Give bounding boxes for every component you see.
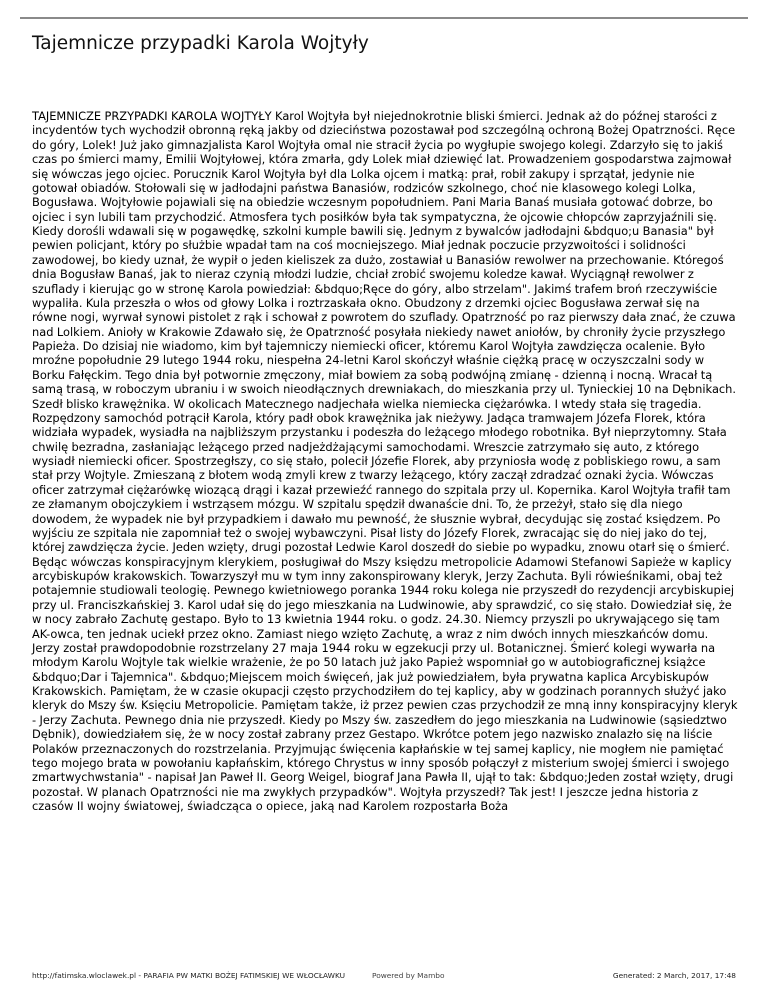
footer-source-url[interactable]: http://fatimska.wloclawek.pl - PARAFIA PW MATKI BOŻEJ FATIMSKIEJ WE WŁOCŁAWKU — [32, 971, 346, 980]
page-footer — [32, 971, 736, 983]
article-body: TAJEMNICZE PRZYPADKI KAROLA WOJTYŁY Karol Wojtyła był niejednokrotnie bliski śmierci. Jednak aż do późnej starości z incydentów tych wychodził obronną ręką jakby od dzieciństwa pozostawał pod szczególną ochroną Bożej Opatrzności. Ręce do góry, Lolek! Już jako gimnazjalista Karol Wojtyła omal nie stracił życia po wygłupie swojego kolegi. Zdarzyło się to jakiś czas po śmierci mamy, Emilii Wojtyłowej, która zmarła, gdy Lolek miał dziewięć lat. Prowadzeniem gospodarstwa zajmował się wówczas jego ojciec. Porucznik Karol Wojtyła był dla Lolka ojcem i matką: prał, robił zakupy i sprzątał, jedynie nie gotował obiadów. Stołowali się w jadłodajni państwa Banasiów, rodziców szkolnego, choć nie klasowego kolegi Lolka, Bogusława. Wojtyłowie pojawiali się na obiedzie wczesnym popołudniem. Pani Maria Banaś musiała gotować dobrze, bo ojciec i syn lubili tam przychodzić. Atmosfera tych posiłków była tak sympatyczna, że ojcowie chłopców zaprzyjaźnili się. Kiedy dorośli wdawali się w pogawędkę, szkolni kumple bawili się. Jednym z bywalców jadłodajni &bdquo;u Banasia" był pewien policjant, który po służbie wpadał tam na coś mocniejszego. Miał jednak poczucie przyzwoitości i solidności zawodowej, bo kiedy uznał, że wypił o jeden kieliszek za dużo, zostawiał u Banasiów rewolwer na przechowanie. Któregoś dnia Bogusław Banaś, jak to nieraz czynią młodzi ludzie, chciał zrobić swojemu koledze kawał. Wyciągnął rewolwer z szuflady i kierując go w stronę Karola powiedział: &bdquo;Ręce do góry, albo strzelam". Jakimś trafem broń rzeczywiście wypaliła. Kula przeszła o włos od głowy Lolka i roztrzaskała okno. Obudzony z drzemki ojciec Bogusława zerwał się na równe nogi, wyrwał synowi pistolet z rąk i schował z powrotem do szuflady. Opatrzność po raz pierwszy dała znać, że czuwa nad Lolkiem. Anioły w Krakowie Zdawało się, że Opatrzność posyłała niekiedy nawet aniołów, by chroniły życie przyszłego Papieża. Do dzisiaj nie wiadomo, kim był tajemniczy niemiecki oficer, któremu Karol Wojtyła zawdzięcza ocalenie. Było mroźne popołudnie 29 lutego 1944 roku, niespełna 24-letni Karol skończył właśnie ciężką pracę w oczyszczalni sody w Borku Fałęckim. Tego dnia był potwornie zmęczony, miał bowiem za sobą podwójną zmianę - dzienną i nocną. Wracał tą samą trasą, w roboczym ubraniu i w swoich nieodłącznych drewniakach, do mieszkania przy ul. Tynieckiej 10 na Dębnikach. Szedł blisko krawężnika. W okolicach Matecznego nadjechała wielka niemiecka ciężarówka. I wtedy stała się tragedia. Rozpędzony samochód potrącił Karola, który padł obok krawężnika jak nieżywy. Jadąca tramwajem Józefa Florek, która widziała wypadek, wysiadła na najbliższym przystanku i podeszła do leżącego młodego robotnika. Był nieprzytomny. Stała chwilę bezradna, zasłaniając leżącego przed nadjeżdżającymi samochodami. Wreszcie zatrzymało się auto, z którego wysiadł niemiecki oficer. Spostrzegłszy, co się stało, polecił Józefie Florek, aby przyniosła wodę z pobliskiego rowu, a sam stał przy Wojtyle. Zmieszaną z błotem wodą zmyli krew z twarzy leżącego, który zaczął zdradzać oznaki życia. Wówczas oficer zatrzymał ciężarówkę wiozącą drągi i kazał przewieźć rannego do szpitala przy ul. Kopernika. Karol Wojtyła trafił tam ze złamanym obojczykiem i wstrząsem mózgu. W szpitalu spędził dwanaście dni. To, że przeżył, stało się dla niego dowodem, że wypadek nie był przypadkiem i dawało mu pewność, że słusznie wybrał, decydując się zostać księdzem. Po wyjściu ze szpitala nie zapomniał też o swojej wybawczyni. Pisał listy do Józefy Florek, zwracając się do niej jako do tej, której zawdzięcza życie. Jeden wzięty, drugi pozostał Ledwie Karol doszedł do siebie po wypadku, znowu otarł się o śmierć. Będąc wówczas konspiracyjnym klerykiem, posługiwał do Mszy księdzu metropolicie Adamowi Stefanowi Sapieże w kaplicy arcybiskupów krakowskich. Towarzyszył mu w tym inny zakonspirowany kleryk, Jerzy Zachuta. Byli rówieśnikami, obaj też potajemnie studiowali teologię. Pewnego kwietniowego poranka 1944 roku kolega nie przyszedł do rezydencji arcybiskupiej przy ul. Franciszkańskiej 3. Karol udał się do jego mieszkania na Ludwinowie, aby sprawdzić, co się stało. Dowiedział się, że w nocy zabrało Zachutę gestapo. Było to 13 kwietnia 1944 roku. o godz. 24.30. Niemcy przyszli po ukrywającego się tam AK-owca, ten jednak uciekł przez okno. Zamiast niego wzięto Zachutę, a wraz z nim dwóch innych mieszkańców domu. Jerzy został prawdopodobnie rozstrzelany 27 maja 1944 roku w egzekucji przy ul. Botanicznej. Śmierć kolegi wywarła na młodym Karolu Wojtyle tak wielkie wrażenie, że po 50 latach już jako Papież wspomniał go w autobiograficznej książce &bdquo;Dar i Tajemnica". &bdquo;Miejscem moich święceń, jak już powiedziałem, była prywatna kaplica Arcybiskupów Krakowskich. Pamiętam, że w czasie okupacji często przychodziłem do tej kaplicy, aby w godzinach porannych służyć jako kleryk do Mszy św. Księciu Metropolicie. Pamiętam także, iż przez pewien czas przychodził ze mną inny konspiracyjny kleryk - Jerzy Zachuta. Pewnego dnia nie przyszedł. Kiedy po Mszy św. zaszedłem do jego mieszkania na Ludwinowie (sąsiedztwo Dębnik), dowiedziałem się, że w nocy został zabrany przez Gestapo. Wkrótce potem jego nazwisko znalazło się na liście Polaków przeznaczonych do rozstrzelania. Przyjmując święcenia kapłańskie w tej samej kaplicy, nie mogłem nie pamiętać tego mojego brata w powołaniu kapłańskim, którego Chrystus w inny sposób połączył z misterium swojej śmierci i swojego zmartwychwstania" - napisał Jan Paweł II. Georg Weigel, biograf Jana Pawła II, ujął to tak: &bdquo;Jeden został wzięty, drugi pozostał. W planach Opatrzności nie ma zwykłych przypadków". Wojtyła przyszedł? Tak jest! I jeszcze jedna historia z czasów II wojny światowej, świadcząca o opiece, jaką nad Karolem rozpostarła Boża — [32, 109, 738, 813]
document-title: Tajemnicze przypadki Karola Wojtyły — [32, 33, 369, 54]
footer-generated-date: Generated: 2 March, 2017, 17:48 — [612, 971, 736, 980]
header-rule — [20, 17, 748, 19]
footer-powered-by: Powered by Mambo — [372, 971, 445, 980]
